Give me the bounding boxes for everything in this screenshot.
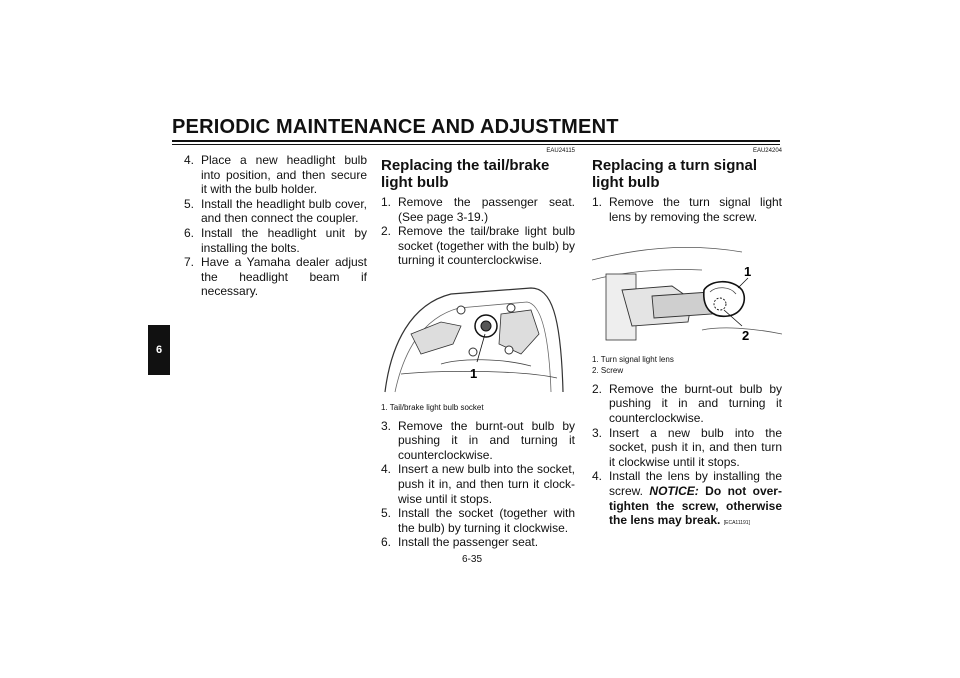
- section-code: EAU24115: [546, 148, 575, 154]
- chapter-tab: 6: [148, 325, 170, 375]
- section-code: EAU24204: [752, 148, 782, 154]
- figure-label: 1: [470, 365, 478, 381]
- step-item: 1. Remove the passenger seat. (See page 3-19.): [381, 195, 575, 224]
- figure-captions: [592, 354, 782, 376]
- step-item: 1. Remove the turn signal light lens by removing the screw.: [592, 195, 782, 224]
- step-item: 5. Install the socket (together with the bulb) by turning it clockwise.: [381, 506, 575, 535]
- step-item: 4. Place a new headlight bulb into position, and then secure it with the bulb holder.: [184, 153, 367, 197]
- header-rule: [172, 140, 780, 142]
- tail-light-steps-after: [381, 419, 575, 550]
- headlight-steps: [184, 153, 367, 299]
- step-item: 5. Install the headlight bulb cover, and then connect the coupler.: [184, 196, 367, 226]
- tail-light-illustration: [381, 274, 575, 394]
- caption-item: 1. Turn signal light lens: [592, 354, 674, 364]
- page-number: 6-35: [462, 554, 483, 565]
- step-item: 2. Remove the burnt-out bulb by pushing it in and turning it counterclockwise.: [592, 381, 782, 425]
- notice-text: Do not overtighten the screw, otherwise the lens may break.: [609, 483, 782, 528]
- figure-label-2: 2: [742, 328, 750, 344]
- step-item: 4. Install the lens by installing the screw. NOTICE: Do not overtighten the screw, otherwise the lens may break. [ECA11191]: [592, 469, 782, 528]
- page-header-title: PERIODIC MAINTENANCE AND ADJUSTMENT: [172, 116, 619, 138]
- tail-light-figure: [381, 274, 575, 398]
- turn-signal-figure: [592, 230, 782, 350]
- column-2: [381, 148, 575, 550]
- column-1: [184, 153, 367, 299]
- turn-signal-steps-after: [592, 382, 782, 531]
- step-item: 3. Insert a new bulb into the socket, push it in, and then turn it clockwise until it stops.: [592, 425, 782, 469]
- figure-caption: 1. Tail/brake light bulb socket: [381, 402, 484, 412]
- figure-label-1: 1: [744, 264, 752, 280]
- header-rule-thin: [172, 144, 780, 145]
- section-title: Replacing the tail/brake light bulb: [381, 157, 550, 191]
- step-item: 7. Have a Yamaha dealer adjust the headlight beam if necessary.: [184, 255, 367, 299]
- turn-signal-illustration: [592, 230, 782, 346]
- turn-signal-steps-before: [592, 195, 782, 224]
- column-3: [592, 148, 782, 531]
- step-item: 2. Remove the tail/brake light bulb socket (together with the bulb) by turning it counterclockwise.: [381, 224, 575, 268]
- tail-light-steps-before: [381, 195, 575, 268]
- step-item: 6. Install the passenger seat.: [381, 535, 539, 550]
- caption-item: 2. Screw: [592, 365, 624, 375]
- notice-code: [ECA11191]: [723, 520, 750, 527]
- notice-label: NOTICE:: [649, 483, 699, 498]
- step-item: 3. Remove the burnt-out bulb by pushing it in and turning it counterclockwise.: [381, 418, 575, 462]
- step-item: 6. Install the headlight unit by installing the bolts.: [184, 225, 367, 255]
- section-title: Replacing a turn signal light bulb: [592, 157, 758, 191]
- step-item: 4. Insert a new bulb into the socket, push it in, and then turn it clockwise until it stops.: [381, 462, 575, 506]
